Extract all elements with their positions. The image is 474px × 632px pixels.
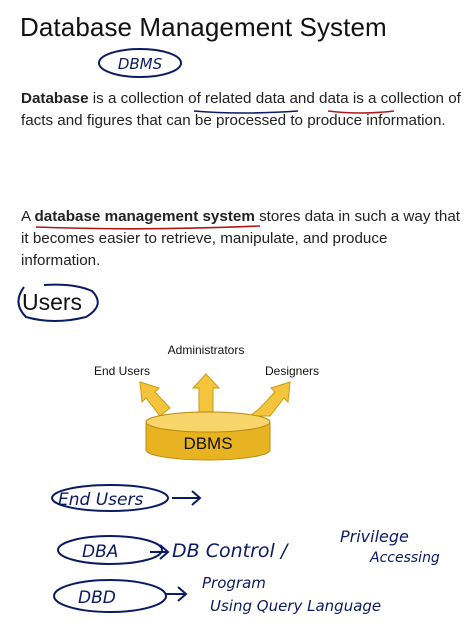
dba-note: DBA <box>82 542 119 562</box>
database-term: Database <box>21 90 89 107</box>
administrators-label: Administrators <box>167 343 245 357</box>
dbd-note-arrow <box>166 587 186 601</box>
dba-note-accessing: Accessing <box>370 550 440 566</box>
dbms-annotation: DBMS <box>117 55 163 73</box>
dbms-definition-text: stores data in such a way that it becomes easier to retrieve, manipulate, and produce information. <box>21 208 460 269</box>
related-data-underline <box>190 104 400 116</box>
dbd-note-program: Program <box>202 574 266 592</box>
users-heading: Users <box>22 289 83 315</box>
dbms-annotation-ellipse <box>96 46 186 80</box>
dbms-cylinder <box>146 412 270 432</box>
dba-note-control: DB Control / <box>172 540 288 562</box>
end-users-label: End Users <box>93 364 151 378</box>
dbms-term-underline <box>34 222 264 232</box>
dbd-note-query: Using Query Language <box>210 597 382 615</box>
dbms-definition-prefix: A <box>21 208 35 225</box>
designers-label: Designers <box>264 364 320 378</box>
users-circle <box>14 281 104 325</box>
dbms-definition <box>21 206 461 272</box>
end-users-note-arrow <box>172 491 200 505</box>
database-definition-text: is a collection of related data and data is a collection of facts and figures that can be processed to produce information. <box>21 90 461 129</box>
end-users-note: End Users <box>58 490 144 510</box>
dbms-term: database management system <box>34 208 255 225</box>
users-diagram <box>60 334 348 470</box>
end-users-arrow <box>140 382 170 416</box>
dbd-note: DBD <box>78 588 116 608</box>
dbms-cylinder-label: DBMS <box>183 434 233 453</box>
designers-arrow <box>250 382 290 416</box>
dba-note-arrow <box>150 545 168 559</box>
dba-note-privilege: Privilege <box>340 527 409 546</box>
page-title: Database Management System <box>20 12 387 42</box>
administrators-arrow <box>193 374 219 414</box>
handwritten-notes <box>40 478 470 628</box>
